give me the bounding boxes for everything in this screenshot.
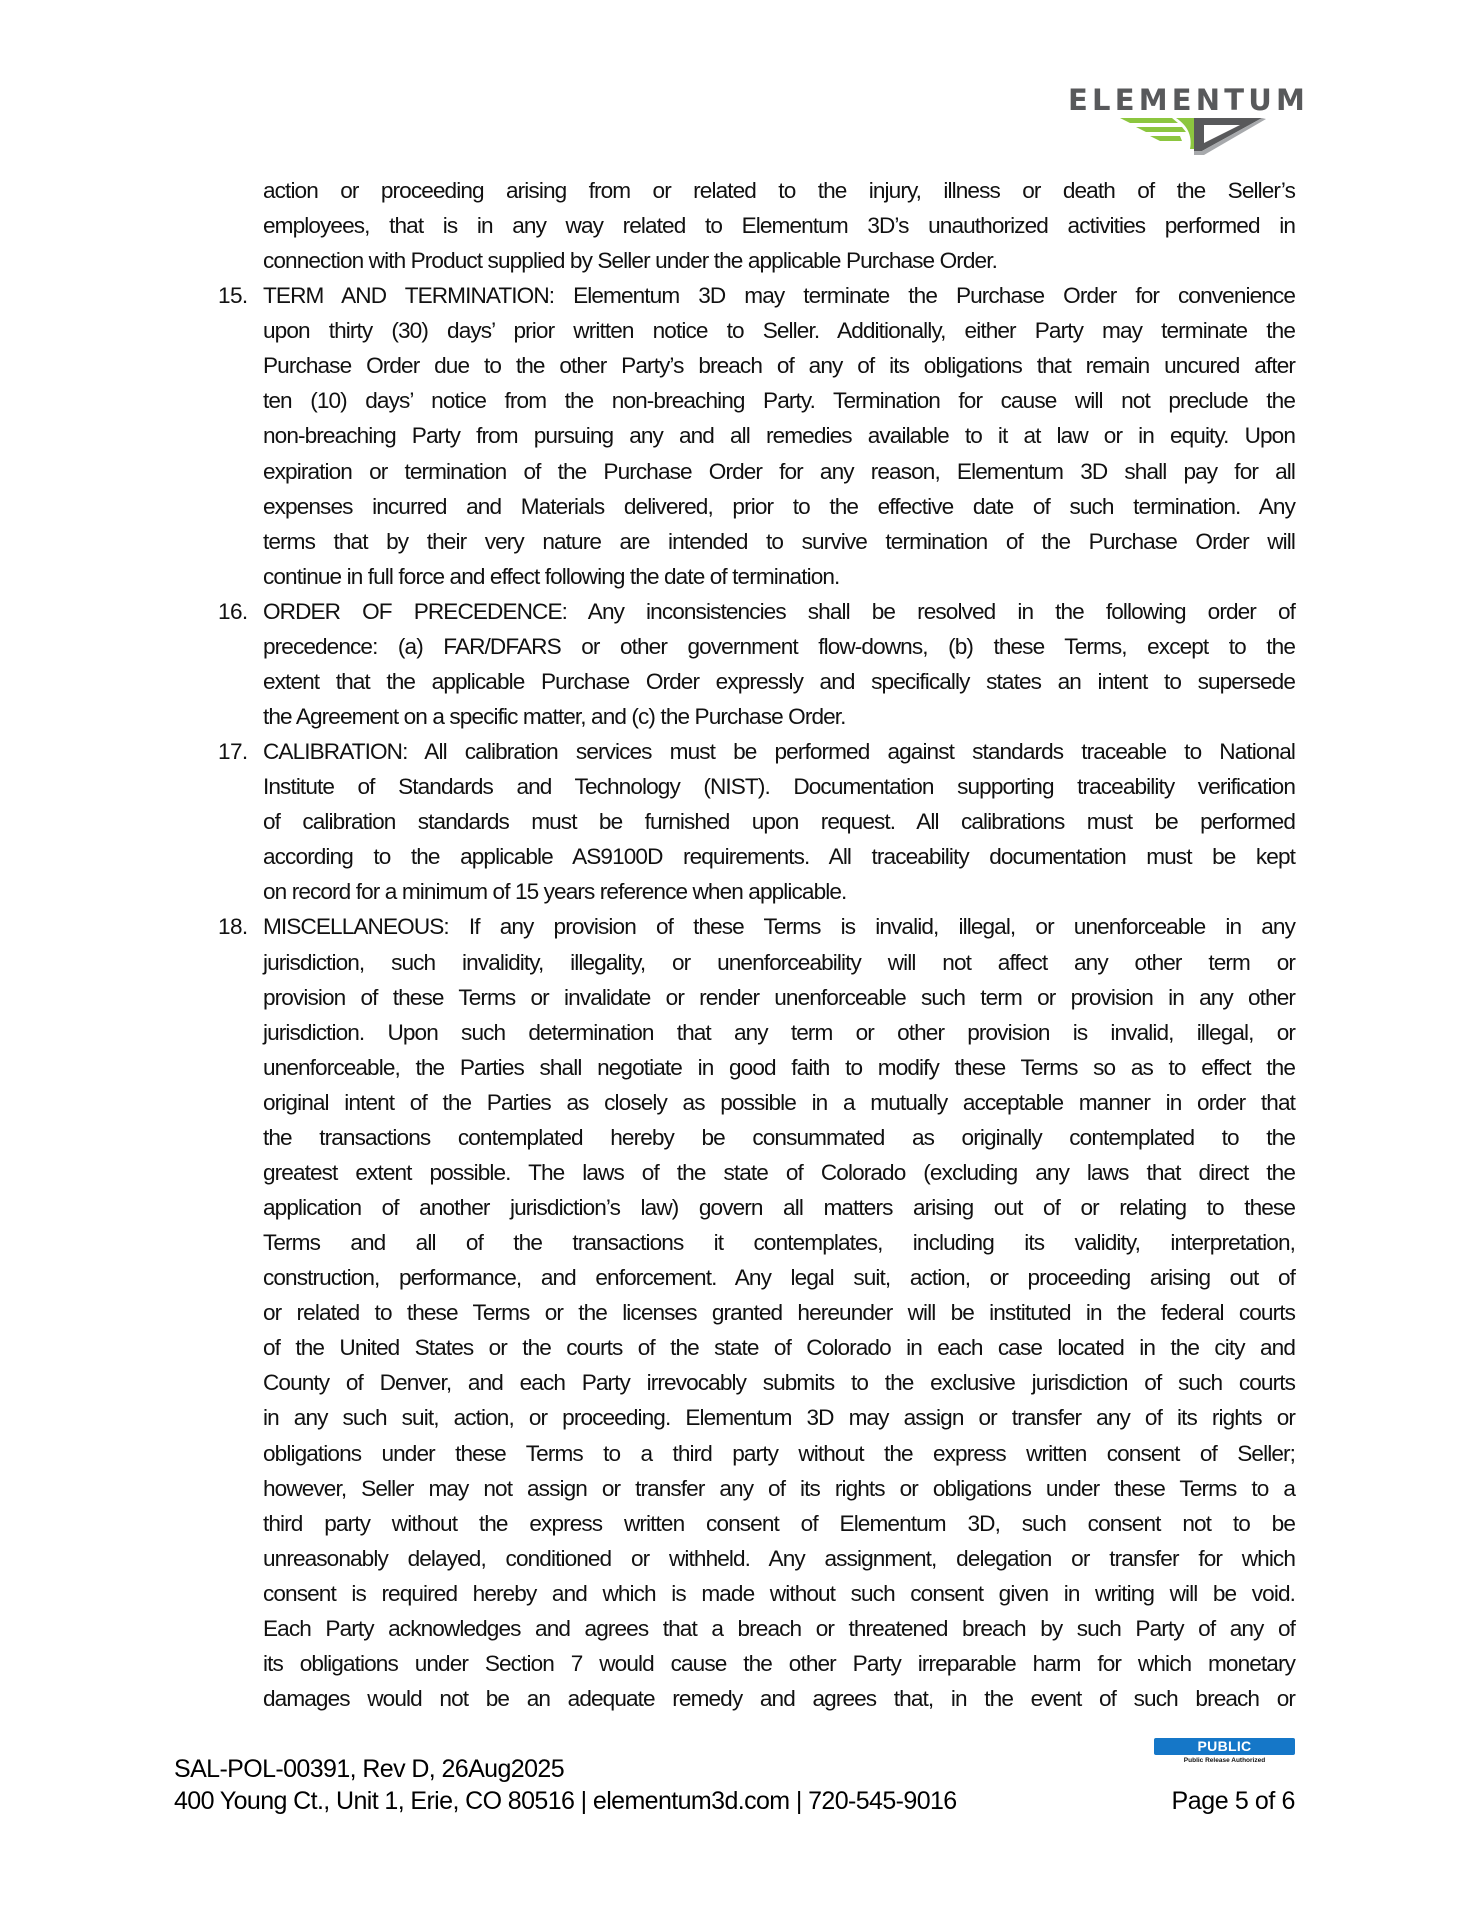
line-text: according to the applicable AS9100D requirements. All traceability documentation must be kept [263,844,1295,870]
text-line [0,313,1484,348]
line-text: Terms and all of the transactions it contemplates, including its validity, interpretation, [263,1230,1295,1256]
text-line [0,1471,1484,1506]
text-line [0,1295,1484,1330]
text-line [0,839,1484,874]
line-text: TERM AND TERMINATION: Elementum 3D may terminate the Purchase Order for convenience [263,283,1295,309]
line-text: on record for a minimum of 15 years reference when applicable. [263,879,847,905]
text-line [0,1646,1484,1681]
text-line [0,1085,1484,1120]
text-line [0,734,1484,769]
public-badge-subtitle: Public Release Authorized [1183,1757,1266,1764]
text-line [0,524,1484,559]
text-line [0,1400,1484,1435]
text-line [0,1365,1484,1400]
footer-address: 400 Young Ct., Unit 1, Erie, CO 80516 | elementum3d.com | 720-545-9016 [174,1787,957,1815]
text-line [0,664,1484,699]
line-text: precedence: (a) FAR/DFARS or other government flow-downs, (b) these Terms, except to the [263,633,1295,659]
line-text: the transactions contemplated hereby be consummated as originally contemplated to the [263,1124,1295,1150]
text-line [0,594,1484,629]
text-line [0,909,1484,944]
line-text: the Agreement on a specific matter, and (c) the Purchase Order. [263,704,846,730]
line-text: Each Party acknowledges and agrees that a breach or threatened breach by such Party of any of [263,1615,1295,1641]
text-line [0,1260,1484,1295]
text-line [0,1506,1484,1541]
line-text: employees, that is in any way related to Elementum 3D’s unauthorized activities performed in [263,213,1295,239]
text-line [0,980,1484,1015]
line-text: application of another jurisdiction’s law) govern all matters arising out of or relating to these [263,1195,1295,1221]
text-line [0,699,1484,734]
text-line [0,1015,1484,1050]
text-line [0,1155,1484,1190]
line-text: terms that by their very nature are intended to survive termination of the Purchase Order will [263,528,1295,554]
text-line [0,804,1484,839]
text-line [0,874,1484,909]
text-line [0,769,1484,804]
line-text: action or proceeding arising from or related to the injury, illness or death of the Seller’s [263,178,1295,203]
text-line [0,1541,1484,1576]
line-text: of the United States or the courts of the state of Colorado in each case located in the city and [263,1335,1295,1361]
line-text: original intent of the Parties as closely as possible in a mutually acceptable manner in order that [263,1089,1295,1115]
text-line [0,945,1484,980]
line-text: jurisdiction, such invalidity, illegality, or unenforceability will not affect any other term or [263,949,1295,975]
text-line [0,383,1484,418]
line-text: unenforceable, the Parties shall negotiate in good faith to modify these Terms so as to effect the [263,1054,1295,1080]
text-line [0,559,1484,594]
line-text: continue in full force and effect following the date of termination. [263,563,840,589]
section-number: 16. [218,598,248,624]
line-text: unreasonably delayed, conditioned or withheld. Any assignment, delegation or transfer for which [263,1545,1295,1571]
text-line [0,1120,1484,1155]
line-text: expenses incurred and Materials delivered, prior to the effective date of such termination. Any [263,493,1295,519]
text-line [0,278,1484,313]
text-line [0,243,1484,278]
text-line [0,173,1484,208]
text-line [0,208,1484,243]
line-text: provision of these Terms or invalidate or render unenforceable such term or provision in any other [263,984,1295,1010]
text-line [0,418,1484,453]
company-logo [1068,83,1310,158]
section-number: 15. [218,283,248,309]
line-text: third party without the express written consent of Elementum 3D, such consent not to be [263,1510,1295,1536]
line-text: ORDER OF PRECEDENCE: Any inconsistencies shall be resolved in the following order of [263,598,1295,624]
line-text: CALIBRATION: All calibration services must be performed against standards traceable to National [263,739,1295,765]
line-text: Institute of Standards and Technology (NIST). Documentation supporting traceability verification [263,774,1295,800]
line-text: connection with Product supplied by Seller under the applicable Purchase Order. [263,248,997,274]
text-line [0,1576,1484,1611]
section-number: 17. [218,739,248,765]
line-text: in any such suit, action, or proceeding. Elementum 3D may assign or transfer any of its rights or [263,1405,1295,1431]
text-line [0,1681,1484,1716]
line-text: consent is required hereby and which is made without such consent given in writing will be void. [263,1580,1295,1606]
public-badge: PUBLIC [1154,1738,1295,1755]
text-line [0,1611,1484,1646]
footer-doc-id: SAL-POL-00391, Rev D, 26Aug2025 [174,1755,564,1783]
line-text: upon thirty (30) days’ prior written notice to Seller. Additionally, either Party may terminate the [263,318,1295,344]
text-line [0,1190,1484,1225]
line-text: extent that the applicable Purchase Order expressly and specifically states an intent to supersede [263,668,1295,694]
logo-3d-emblem-icon [1120,117,1266,157]
page-number: Page 5 of 6 [1171,1787,1295,1815]
line-text: greatest extent possible. The laws of the state of Colorado (excluding any laws that direct the [263,1159,1295,1185]
section-number: 18. [218,914,248,940]
line-text: however, Seller may not assign or transfer any of its rights or obligations under these Terms to a [263,1475,1295,1501]
line-text: construction, performance, and enforcement. Any legal suit, action, or proceeding arising out of [263,1265,1295,1291]
line-text: its obligations under Section 7 would cause the other Party irreparable harm for which monetary [263,1650,1295,1676]
line-text: jurisdiction. Upon such determination that any term or other provision is invalid, illegal, or [263,1019,1295,1045]
line-text: damages would not be an adequate remedy and agrees that, in the event of such breach or [263,1686,1295,1711]
text-line [0,348,1484,383]
text-line [0,1436,1484,1471]
line-text: MISCELLANEOUS: If any provision of these Terms is invalid, illegal, or unenforceable in any [263,914,1295,940]
line-text: or related to these Terms or the licenses granted hereunder will be instituted in the federal courts [263,1300,1295,1326]
logo-wordmark: ELEMENTUM [1068,83,1310,117]
line-text: expiration or termination of the Purchase Order for any reason, Elementum 3D shall pay for all [263,458,1295,484]
line-text: non-breaching Party from pursuing any and all remedies available to it at law or in equity. Upon [263,423,1295,449]
text-line [0,1050,1484,1085]
line-text: obligations under these Terms to a third party without the express written consent of Seller; [263,1440,1295,1466]
text-line [0,1330,1484,1365]
text-line [0,489,1484,524]
line-text: ten (10) days’ notice from the non-breaching Party. Termination for cause will not preclude the [263,388,1295,414]
text-line [0,629,1484,664]
text-line [0,454,1484,489]
line-text: of calibration standards must be furnished upon request. All calibrations must be performed [263,809,1295,835]
line-text: Purchase Order due to the other Party’s breach of any of its obligations that remain uncured after [263,353,1295,379]
text-line [0,1225,1484,1260]
line-text: County of Denver, and each Party irrevocably submits to the exclusive jurisdiction of such courts [263,1370,1295,1396]
